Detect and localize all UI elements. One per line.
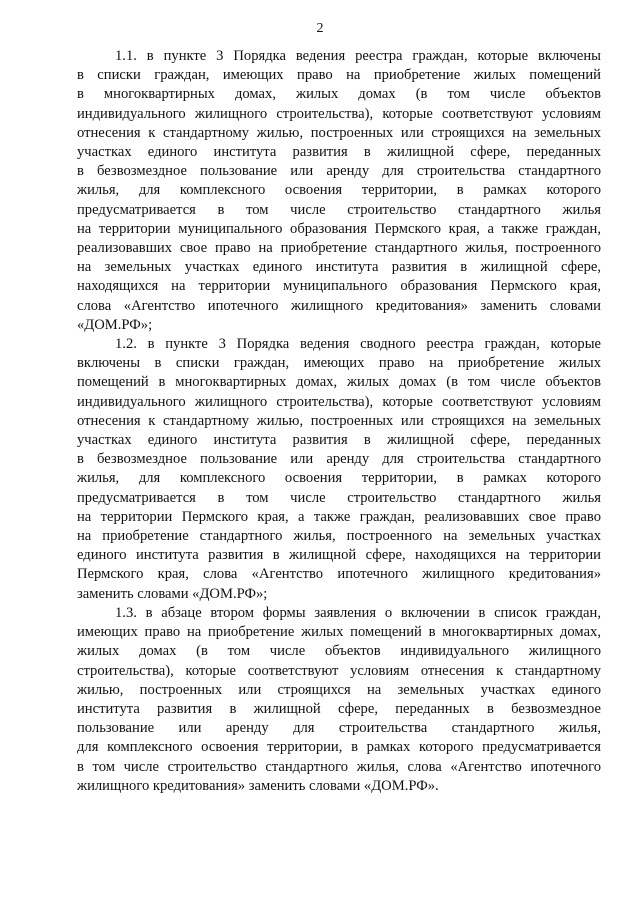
page-number: 2 (316, 21, 324, 36)
text-line: на территории муниципального образования Пермского края, а также граждан, (77, 220, 601, 237)
text-line: жилья, для комплексного освоения территории, в рамках которого (77, 182, 601, 199)
text-line: включены в списки граждан, имеющих право на приобретение жилых (77, 355, 601, 372)
text-line: в безвозмездное пользование или аренду для строительства стандартного (77, 451, 601, 468)
paragraph-1-1 (77, 47, 601, 335)
text-line: на территории Пермского края, а также граждан, реализовавших свое право (77, 508, 601, 525)
text-line: помещений в многоквартирных домах, жилых домах (в том числе объектов (77, 374, 601, 391)
text-line: в многоквартирных домах, жилых домах (в том числе объектов (77, 86, 601, 103)
text-line: на земельных участках единого института развития в жилищной сфере, (77, 259, 601, 276)
paragraph-1-3 (77, 604, 601, 796)
paragraph-1-2 (77, 335, 601, 604)
text-line: участках единого института развития в жилищной сфере, переданных (77, 144, 601, 161)
text-line: предусматривается в том числе строительство стандартного жилья (77, 201, 601, 218)
text-line: 1.2. в пункте 3 Порядка ведения сводного реестра граждан, которые (115, 336, 601, 353)
text-line: реализовавших свое право на приобретение стандартного жилья, построенного (77, 240, 601, 257)
text-line: отнесения к стандартному жилью, построенных или строящихся на земельных (77, 124, 601, 141)
text-line: института развития в жилищной сфере, переданных в безвозмездное (77, 700, 601, 717)
text-line: на приобретение стандартного жилья, построенного на земельных участках (77, 528, 601, 545)
text-line: «ДОМ.РФ»; (77, 316, 153, 333)
text-line: заменить словами «ДОМ.РФ»; (77, 585, 268, 602)
text-line: в том числе строительство стандартного жилья, слова «Агентство ипотечного (77, 758, 601, 775)
text-line: слова «Агентство ипотечного жилищного кредитования» заменить словами (77, 297, 601, 314)
text-line: в списки граждан, имеющих право на приобретение жилых помещений (77, 67, 601, 84)
text-line: Пермского края, слова «Агентство ипотечного жилищного кредитования» (77, 566, 601, 583)
text-line: отнесения к стандартному жилью, построенных или строящихся на земельных (77, 412, 601, 429)
text-line: жилых домах (в том числе объектов индивидуального жилищного (77, 643, 601, 660)
text-line: строительства), которые соответствуют условиям отнесения к стандартному (77, 662, 601, 679)
text-line: имеющих право на приобретение жилых помещений в многоквартирных домах, (77, 624, 601, 641)
text-line: предусматривается в том числе строительство стандартного жилья (77, 489, 601, 506)
text-line: жилью, построенных или строящихся на земельных участках единого (77, 681, 601, 698)
text-line: 1.1. в пункте 3 Порядка ведения реестра граждан, которые включены (115, 48, 601, 64)
text-line: жилья, для комплексного освоения территории, в рамках которого (77, 470, 601, 487)
text-line: пользование или аренду для строительства стандартного жилья, (77, 720, 601, 737)
text-line: единого института развития в жилищной сфере, находящихся на территории (77, 547, 601, 564)
text-line: в безвозмездное пользование или аренду для строительства стандартного (77, 163, 601, 180)
text-line: 1.3. в абзаце втором формы заявления о включении в список граждан, (115, 604, 601, 621)
text-line: жилищного кредитования» заменить словами «ДОМ.РФ». (77, 777, 439, 794)
text-line: индивидуального жилищного строительства), которые соответствуют условиям (77, 393, 601, 410)
text-line: индивидуального жилищного строительства), которые соответствуют условиям (77, 105, 601, 122)
text-line: находящихся на территории муниципального образования Пермского края, (77, 278, 601, 295)
text-line: для комплексного освоения территории, в рамках которого предусматривается (77, 739, 601, 756)
text-line: участках единого института развития в жилищной сфере, переданных (77, 432, 601, 449)
document-body (77, 47, 601, 796)
